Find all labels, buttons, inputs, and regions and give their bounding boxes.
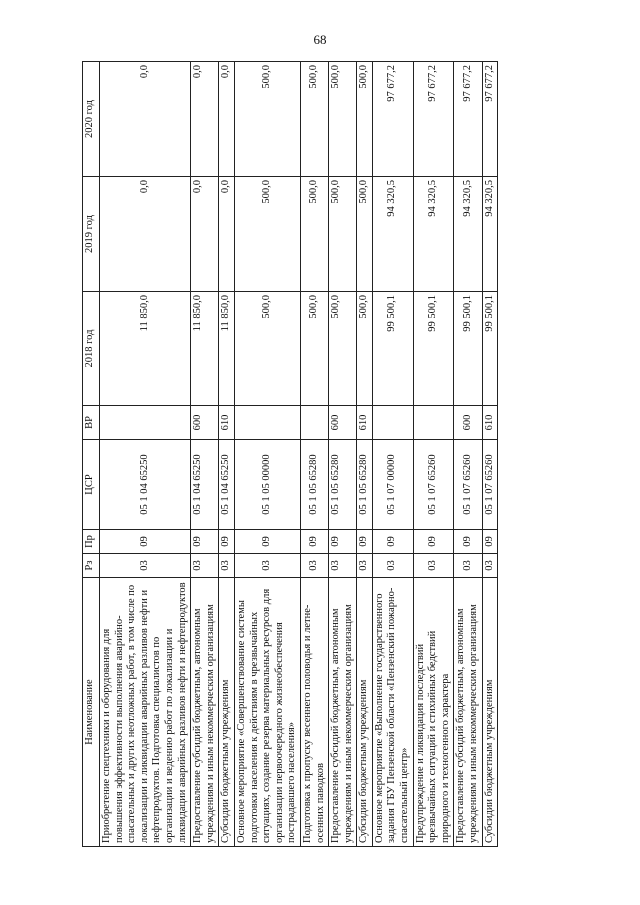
table-row [357, 62, 373, 847]
row-2018: 500,0 [234, 292, 300, 406]
row-name: Субсидии бюджетным учреждениям [357, 578, 373, 847]
row-2018: 500,0 [300, 292, 328, 406]
table-row [100, 62, 191, 847]
table-row [454, 62, 482, 847]
row-2020: 97 677,2 [482, 62, 498, 177]
row-name: Предоставление субсидий бюджетным, автономным учреждениям и иным некоммерческим организациям [454, 578, 482, 847]
row-2018: 99 500,1 [372, 292, 413, 406]
header-2018: 2018 год [83, 292, 100, 406]
row-2020: 500,0 [234, 62, 300, 177]
row-rz: 03 [234, 554, 300, 578]
row-csr: 05 1 07 65260 [413, 440, 454, 530]
row-pr: 09 [234, 530, 300, 554]
row-pr: 09 [413, 530, 454, 554]
row-rz: 03 [482, 554, 498, 578]
header-name: Наименование [83, 578, 100, 847]
row-rz: 03 [300, 554, 328, 578]
table-row [413, 62, 454, 847]
table-row [482, 62, 498, 847]
row-pr: 09 [372, 530, 413, 554]
header-rz: Рз [83, 554, 100, 578]
row-csr: 05 1 05 65280 [329, 440, 357, 530]
row-2020: 500,0 [357, 62, 373, 177]
table-container [82, 62, 549, 847]
row-rz: 03 [329, 554, 357, 578]
row-name: Предоставление субсидий бюджетным, автономным учреждениям и иным некоммерческим организациям [191, 578, 219, 847]
row-pr: 09 [454, 530, 482, 554]
row-2020: 500,0 [300, 62, 328, 177]
row-2020: 97 677,2 [372, 62, 413, 177]
row-2019: 94 320,5 [454, 177, 482, 292]
row-name: Подготовка к пропуску весеннего половодья и летне-осенних паводков [300, 578, 328, 847]
row-pr: 09 [482, 530, 498, 554]
row-csr: 05 1 05 00000 [234, 440, 300, 530]
row-2020: 0,0 [219, 62, 235, 177]
row-name: Основное мероприятие «Выполнение государственного задания ГБУ Пензенской области «Пензенский пожарно-спасательный центр» [372, 578, 413, 847]
row-2018: 11 850,0 [191, 292, 219, 406]
row-2018: 500,0 [329, 292, 357, 406]
row-2019: 500,0 [357, 177, 373, 292]
row-name: Приобретение спецтехники и оборудования для повышения эффективности выполнения аварийно-спасательных и других неотложных работ, в том числе по локализации и ликвидации аварийных разливов нефти и нефтепродуктов. Подготовка специалистов по организации и ведению работ по локализации и ликвидации аварийных разливов нефти и нефтепродуктов [100, 578, 191, 847]
row-2019: 94 320,5 [372, 177, 413, 292]
row-name: Основное мероприятие «Совершенствование системы подготовки населения к действиям в чрезвычайных ситуациях, создание резерва материальных ресурсов для организации первоочередного жизнеобеспечения пострадавшего населения» [234, 578, 300, 847]
table-header-row [83, 62, 100, 847]
header-2019: 2019 год [83, 177, 100, 292]
row-2018: 99 500,1 [482, 292, 498, 406]
row-2020: 97 677,2 [413, 62, 454, 177]
row-vr: 610 [357, 406, 373, 440]
row-csr: 05 1 05 65280 [300, 440, 328, 530]
row-vr [372, 406, 413, 440]
table-row [372, 62, 413, 847]
row-2018: 99 500,1 [454, 292, 482, 406]
header-2020: 2020 год [83, 62, 100, 177]
row-csr: 05 1 05 65280 [357, 440, 373, 530]
row-2018: 500,0 [357, 292, 373, 406]
table-row [300, 62, 328, 847]
row-2019: 0,0 [100, 177, 191, 292]
row-2020: 500,0 [329, 62, 357, 177]
table-row [219, 62, 235, 847]
row-pr: 09 [219, 530, 235, 554]
row-rz: 03 [454, 554, 482, 578]
row-name: Предоставление субсидий бюджетным, автономным учреждениям и иным некоммерческим организациям [329, 578, 357, 847]
row-2018: 99 500,1 [413, 292, 454, 406]
row-2018: 11 850,0 [100, 292, 191, 406]
row-2018: 11 850,0 [219, 292, 235, 406]
row-rz: 03 [413, 554, 454, 578]
row-rz: 03 [219, 554, 235, 578]
row-2020: 97 677,2 [454, 62, 482, 177]
row-pr: 09 [100, 530, 191, 554]
header-pr: Пр [83, 530, 100, 554]
rotated-table-wrapper [82, 62, 549, 847]
row-rz: 03 [191, 554, 219, 578]
row-2019: 0,0 [191, 177, 219, 292]
row-2019: 500,0 [234, 177, 300, 292]
row-vr [234, 406, 300, 440]
table-row [234, 62, 300, 847]
row-2020: 0,0 [191, 62, 219, 177]
row-pr: 09 [191, 530, 219, 554]
header-csr: ЦСР [83, 440, 100, 530]
row-name: Субсидии бюджетным учреждениям [482, 578, 498, 847]
table-row [191, 62, 219, 847]
row-vr: 610 [482, 406, 498, 440]
row-vr [413, 406, 454, 440]
row-vr: 610 [219, 406, 235, 440]
row-rz: 03 [372, 554, 413, 578]
row-rz: 03 [100, 554, 191, 578]
page-number: 68 [313, 32, 327, 47]
row-csr: 05 1 04 65250 [191, 440, 219, 530]
header-vr: ВР [83, 406, 100, 440]
row-csr: 05 1 04 65250 [100, 440, 191, 530]
row-vr: 600 [191, 406, 219, 440]
budget-table [82, 61, 498, 847]
row-2019: 0,0 [219, 177, 235, 292]
row-name: Субсидии бюджетным учреждениям [219, 578, 235, 847]
row-pr: 09 [357, 530, 373, 554]
row-vr [100, 406, 191, 440]
row-csr: 05 1 07 00000 [372, 440, 413, 530]
row-vr [300, 406, 328, 440]
row-pr: 09 [329, 530, 357, 554]
table-row [329, 62, 357, 847]
row-csr: 05 1 07 65260 [482, 440, 498, 530]
row-2019: 94 320,5 [413, 177, 454, 292]
row-csr: 05 1 07 65260 [454, 440, 482, 530]
row-2019: 94 320,5 [482, 177, 498, 292]
row-2019: 500,0 [300, 177, 328, 292]
row-pr: 09 [300, 530, 328, 554]
row-csr: 05 1 04 65250 [219, 440, 235, 530]
row-vr: 600 [329, 406, 357, 440]
row-vr: 600 [454, 406, 482, 440]
row-2019: 500,0 [329, 177, 357, 292]
row-name: Предупреждение и ликвидация последствий чрезвычайных ситуаций и стихийных бедствий природного и техногенного характера [413, 578, 454, 847]
row-rz: 03 [357, 554, 373, 578]
row-2020: 0,0 [100, 62, 191, 177]
